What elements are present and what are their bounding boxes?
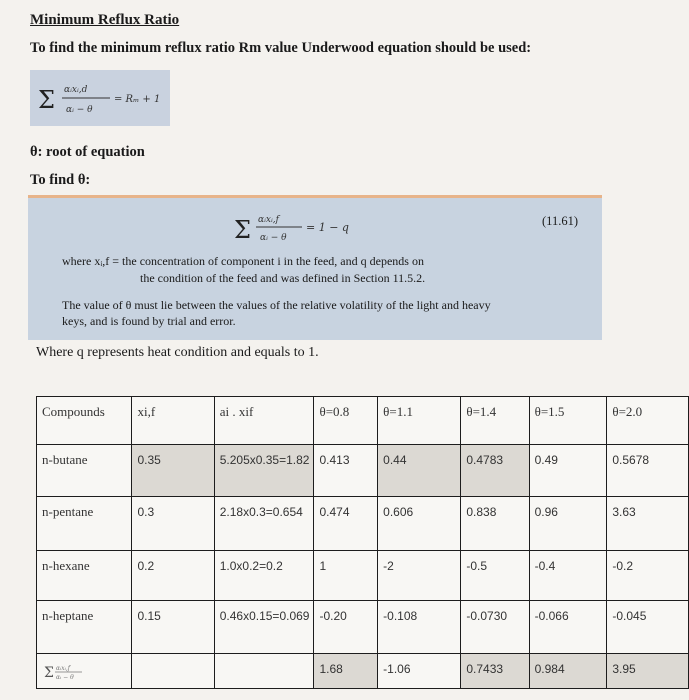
header-cell: θ=1.1 <box>378 397 461 445</box>
sum-denominator: αᵢ − θ <box>56 674 74 680</box>
formula-q-svg <box>28 198 602 250</box>
table-cell: 0.15 <box>132 601 214 654</box>
intro-text: To find the minimum reflux ratio Rm value Underwood equation should be used: <box>30 40 532 56</box>
header-cell: θ=1.4 <box>461 397 529 445</box>
formula-rm-rhs: = Rₘ + 1 <box>114 94 161 105</box>
table-cell: 0.2 <box>132 551 214 601</box>
formula-rm-numerator: αᵢxᵢ,d <box>64 85 88 95</box>
theta-trial-table <box>36 396 689 689</box>
trial-line-1: The value of θ must lie between the values of the relative volatility of the light and heavy <box>62 298 491 312</box>
formula-q-numerator: αᵢxᵢ,f <box>258 215 279 225</box>
table-cell: 1.0x0.2=0.2 <box>214 551 314 601</box>
table-row <box>37 497 689 551</box>
table-cell: 0.838 <box>461 497 529 551</box>
table-cell: 0.606 <box>378 497 461 551</box>
header-cell: θ=0.8 <box>314 397 378 445</box>
textbook-excerpt <box>28 195 602 340</box>
table-row <box>37 601 689 654</box>
header-cell: θ=2.0 <box>607 397 689 445</box>
table-cell: 0.3 <box>132 497 214 551</box>
table-cell: 0.984 <box>529 654 607 689</box>
table-cell: -0.045 <box>607 601 689 654</box>
table-cell: -0.0730 <box>461 601 529 654</box>
table-sum-row <box>37 654 689 689</box>
table-cell: 0.46x0.15=0.069 <box>214 601 314 654</box>
formula-q-rhs: = 1 − q <box>306 221 349 234</box>
table-cell: 5.205x0.35=1.82 <box>214 445 314 497</box>
table-cell: 3.95 <box>607 654 689 689</box>
trial-line-2: keys, and is found by trial and error. <box>62 314 236 328</box>
table-row <box>37 445 689 497</box>
table-cell: -0.20 <box>314 601 378 654</box>
header-cell: θ=1.5 <box>529 397 607 445</box>
section-title: Minimum Reflux Ratio <box>30 12 180 28</box>
table-cell <box>214 654 314 689</box>
table-cell: n-hexane <box>37 551 132 601</box>
table-cell: 2.18x0.3=0.654 <box>214 497 314 551</box>
table-cell: 0.5678 <box>607 445 689 497</box>
table-cell: -0.108 <box>378 601 461 654</box>
table-cell: 0.96 <box>529 497 607 551</box>
table-cell: 0.44 <box>378 445 461 497</box>
table-cell: 0.49 <box>529 445 607 497</box>
sum-numerator: αᵢxᵢ,f <box>56 665 70 672</box>
table-cell: -0.066 <box>529 601 607 654</box>
sum-symbol-cell <box>37 654 132 689</box>
where-line-1: where xᵢ,f = the concentration of component i in the feed, and q depends on <box>62 254 424 268</box>
table-cell: -1.06 <box>378 654 461 689</box>
header-cell: Compounds <box>37 397 132 445</box>
table-cell: -0.4 <box>529 551 607 601</box>
table-cell: 3.63 <box>607 497 689 551</box>
table-cell: -0.2 <box>607 551 689 601</box>
theta-definition: θ: root of equation <box>30 144 145 160</box>
table-cell: 0.413 <box>314 445 378 497</box>
table-cell: -2 <box>378 551 461 601</box>
heat-condition-note: Where q represents heat condition and equals to 1. <box>36 345 319 360</box>
formula-rm-svg <box>30 70 170 126</box>
table-cell: n-pentane <box>37 497 132 551</box>
table-cell: 0.35 <box>132 445 214 497</box>
table-cell: 1 <box>314 551 378 601</box>
table-cell: 0.4783 <box>461 445 529 497</box>
to-find-theta: To find θ: <box>30 172 91 188</box>
table-cell: -0.5 <box>461 551 529 601</box>
underwood-formula-rm <box>30 70 170 126</box>
sigma-symbol: Σ <box>38 86 55 114</box>
formula-q-denominator: αᵢ − θ <box>260 233 287 243</box>
table-cell: n-butane <box>37 445 132 497</box>
sigma-symbol: Σ <box>44 665 54 680</box>
where-line-2: the condition of the feed and was defined in Section 11.5.2. <box>140 271 426 285</box>
equation-number: (11.61) <box>542 214 578 228</box>
table-row <box>37 551 689 601</box>
formula-rm-denominator: αᵢ − θ <box>66 105 93 115</box>
table-cell <box>132 654 214 689</box>
sigma-symbol: Σ <box>234 216 251 244</box>
table-header-row <box>37 397 689 445</box>
table-cell: 0.474 <box>314 497 378 551</box>
header-cell: xi,f <box>132 397 214 445</box>
table-cell: 0.7433 <box>461 654 529 689</box>
sum-fraction-svg <box>42 662 112 680</box>
header-cell: ai . xif <box>214 397 314 445</box>
table-cell: n-heptane <box>37 601 132 654</box>
table-cell: 1.68 <box>314 654 378 689</box>
